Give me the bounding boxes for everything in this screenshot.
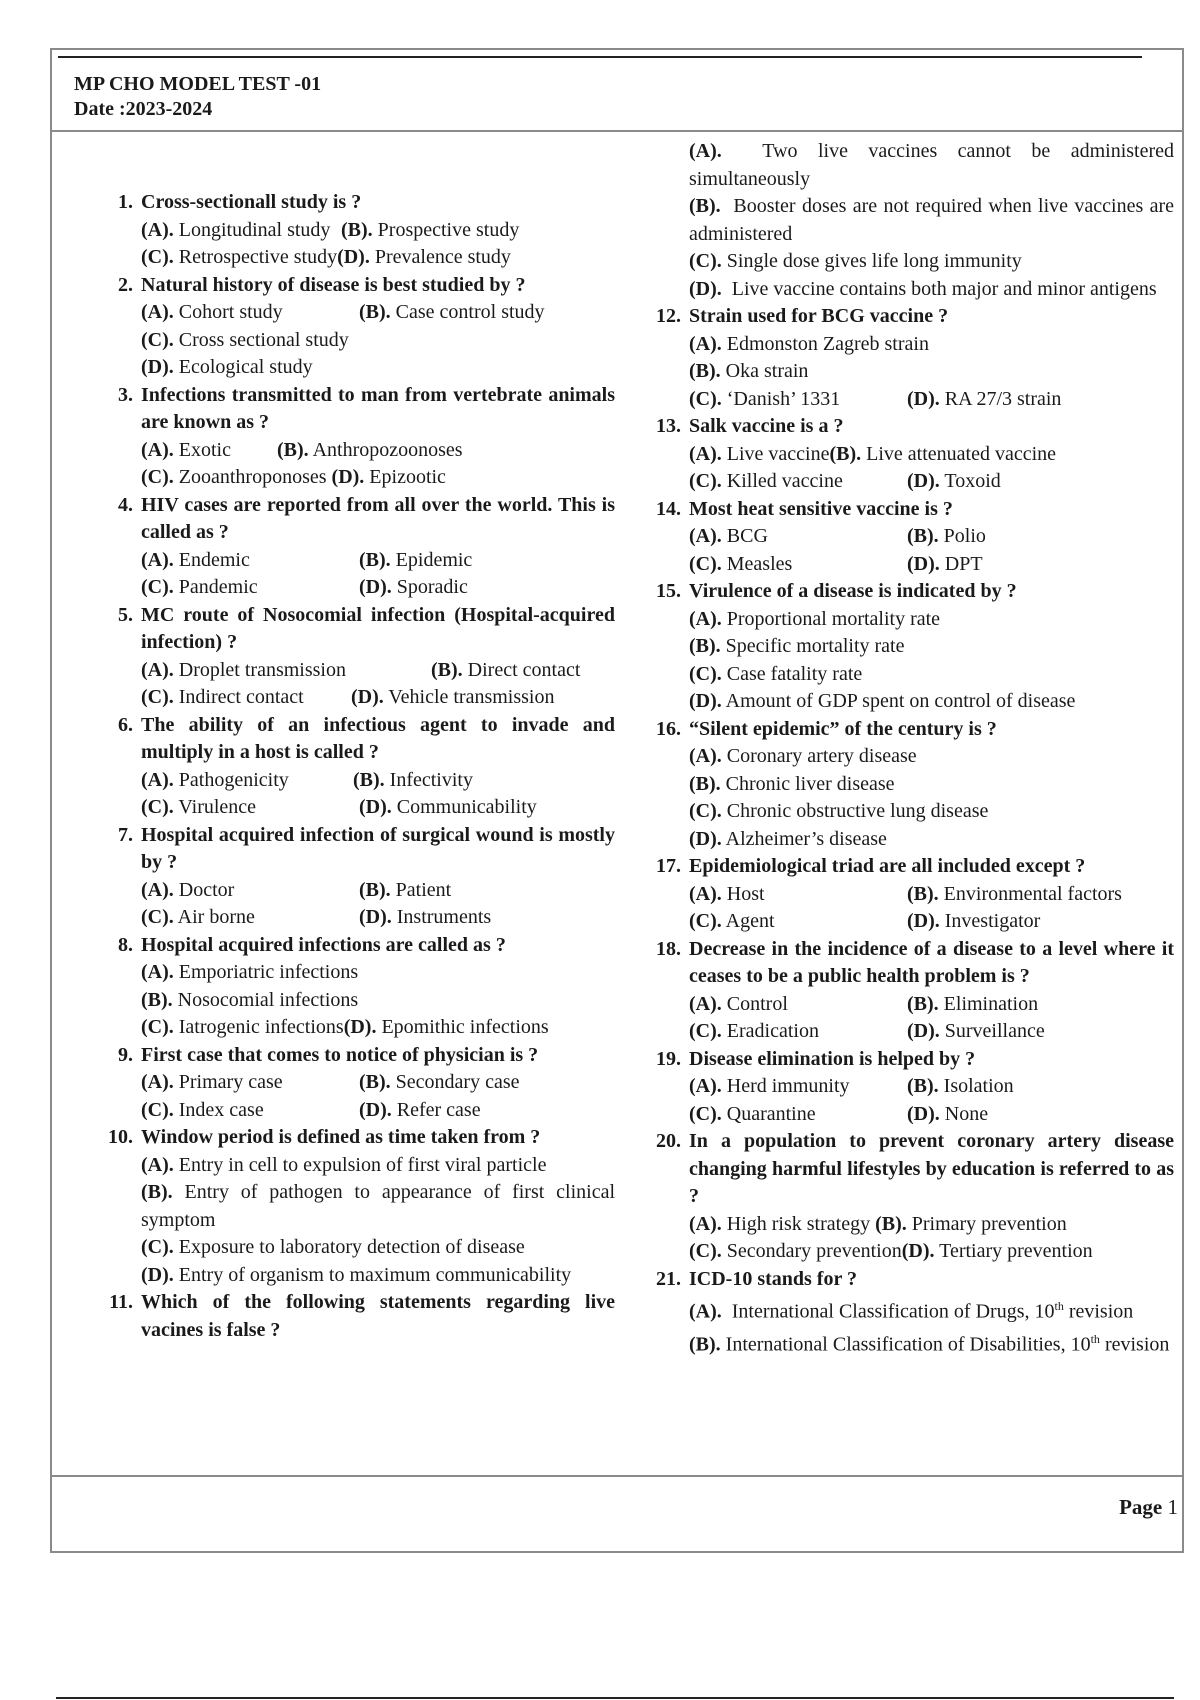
option-b	[689, 1326, 1174, 1359]
text-fragment: (D).	[359, 576, 392, 598]
option-c: Retrospective study	[178, 246, 338, 268]
page-number	[1119, 1495, 1178, 1520]
footer	[52, 1477, 1182, 1553]
question-21	[653, 1266, 1174, 1360]
question-18	[653, 936, 1174, 1046]
option-a: Entry in cell to expulsion of first viral particle	[178, 1153, 547, 1176]
text-fragment: (A).	[689, 525, 722, 547]
text-fragment: (D).	[689, 690, 722, 712]
question-number: 9.	[118, 1043, 133, 1066]
question-number: 12.	[656, 305, 681, 327]
question-text: Disease elimination is helped by ?	[689, 1047, 976, 1070]
option-d: DPT	[944, 552, 983, 575]
option-c: Pandemic	[178, 576, 258, 598]
option-b: Case control study	[395, 301, 545, 323]
text-fragment: (A).	[689, 1300, 722, 1323]
question-body	[52, 132, 1182, 1477]
text-fragment: (D).	[141, 1263, 174, 1286]
text-fragment: (B).	[907, 1075, 939, 1097]
question-15	[653, 578, 1174, 716]
text-fragment: (B).	[907, 882, 939, 905]
option-c: ‘Danish’ 1331	[726, 387, 841, 410]
option-b: Direct contact	[467, 658, 581, 681]
option-b: Patient	[395, 878, 452, 901]
question-number: 15.	[656, 580, 681, 602]
question-number: 19.	[656, 1047, 681, 1070]
question-8	[105, 932, 615, 1042]
option-d: Alzheimer’s disease	[725, 827, 887, 850]
option-d: Ecological study	[178, 356, 313, 378]
text-fragment: (C).	[141, 906, 174, 928]
option-b: Live attenuated vaccine	[866, 442, 1057, 465]
option-b: Secondary case	[395, 1071, 520, 1093]
option-b: Polio	[943, 525, 986, 547]
text-fragment: (A).	[689, 607, 722, 630]
option-c: Virulence	[178, 796, 257, 818]
option-a: Host	[726, 882, 765, 905]
option-b: Nosocomial infections	[177, 988, 359, 1011]
text-fragment: (A).	[689, 332, 722, 355]
question-20	[653, 1128, 1174, 1266]
question-number: 5.	[118, 603, 133, 626]
left-column	[105, 189, 615, 1344]
text-fragment: International Classification of Disabilities, 10	[725, 1333, 1091, 1356]
text-fragment: (A).	[141, 548, 174, 571]
option-a: Droplet transmission	[178, 658, 346, 681]
text-fragment: (B).	[277, 438, 309, 461]
option-a: Control	[726, 992, 788, 1015]
option-b: Elimination	[943, 992, 1039, 1015]
text-fragment: (C).	[689, 910, 722, 932]
text-fragment: (C).	[141, 1236, 174, 1258]
text-fragment: (D).	[359, 796, 392, 818]
option-c: Agent	[725, 910, 775, 932]
option-c: Index case	[178, 1098, 264, 1121]
text-fragment: (C).	[689, 1240, 722, 1262]
option-d: Live vaccine contains both major and minor antigens	[731, 277, 1157, 300]
option-a: Herd immunity	[726, 1075, 850, 1097]
option-b: Entry of pathogen to appearance of first clinical symptom	[141, 1181, 615, 1231]
text-fragment: International Classification of Drugs, 10	[731, 1300, 1055, 1323]
option-d: Prevalence study	[374, 246, 511, 268]
text-fragment: (C).	[689, 470, 722, 492]
question-text: HIV cases are reported from all over the world. This is called as ?	[141, 493, 615, 543]
option-c: Air borne	[177, 906, 255, 928]
question-text: Cross-sectionall study is ?	[141, 191, 362, 213]
option-c: Killed vaccine	[726, 470, 843, 492]
option-a: Cohort study	[178, 301, 283, 323]
option-a: Coronary artery disease	[726, 745, 917, 767]
text-fragment: (C).	[141, 1016, 174, 1038]
text-fragment: (D).	[689, 827, 722, 850]
text-fragment: (B).	[907, 525, 939, 547]
question-text: Salk vaccine is a ?	[689, 415, 844, 437]
option-d: Investigator	[944, 910, 1041, 932]
question-text: Window period is defined as time taken from ?	[141, 1126, 541, 1148]
text-fragment: (A).	[689, 442, 722, 465]
question-number: 16.	[656, 717, 681, 740]
text-fragment: (B).	[359, 878, 391, 901]
question-text: Natural history of disease is best studied by ?	[141, 273, 526, 296]
question-text: ICD-10 stands for ?	[689, 1267, 857, 1290]
text-fragment: (C).	[141, 796, 174, 818]
option-b: Oka strain	[725, 360, 809, 382]
option-d: Toxoid	[944, 470, 1001, 492]
text-fragment: (A).	[141, 658, 174, 681]
text-fragment: (A).	[689, 992, 722, 1015]
question-text: Epidemiological triad are all included except ?	[689, 855, 1086, 877]
text-fragment: (A).	[141, 768, 174, 791]
text-fragment: (D).	[689, 277, 722, 300]
text-fragment: (B).	[689, 195, 721, 217]
question-text: Which of the following statements regarding live vacines is false ?	[141, 1291, 615, 1341]
option-a: Primary case	[178, 1071, 283, 1093]
option-c: Quarantine	[726, 1102, 816, 1125]
question-number: 7.	[118, 823, 133, 846]
text-fragment: (B).	[341, 218, 373, 241]
text-fragment: (C).	[141, 466, 174, 488]
question-number: 4.	[118, 493, 133, 516]
question-text: “Silent epidemic” of the century is ?	[689, 717, 997, 740]
option-c: Zooanthroponoses	[178, 466, 327, 488]
text-fragment: (C).	[141, 328, 174, 351]
option-d: Entry of organism to maximum communicability	[178, 1263, 572, 1286]
option-a: Emporiatric infections	[178, 961, 359, 983]
question-text: Hospital acquired infection of surgical wound is mostly by ?	[141, 823, 615, 873]
option-a: Exotic	[178, 438, 231, 461]
text-fragment: (D).	[351, 686, 384, 708]
question-number: 20.	[656, 1130, 681, 1152]
text-fragment: (A).	[689, 140, 722, 162]
question-text: Infections transmitted to man from vertebrate animals are known as ?	[141, 383, 615, 433]
text-fragment: (C).	[141, 686, 174, 708]
test-date: Date :2023-2024	[74, 98, 213, 120]
question-11	[105, 1289, 615, 1344]
option-a	[689, 1293, 1174, 1326]
option-d: RA 27/3 strain	[944, 387, 1062, 410]
text-fragment: (B).	[359, 1071, 391, 1093]
text-fragment: (A).	[689, 882, 722, 905]
text-fragment: revision	[1063, 1300, 1134, 1323]
text-fragment: (A).	[141, 878, 174, 901]
option-c: Iatrogenic infections	[178, 1016, 344, 1038]
page-frame	[50, 48, 1184, 1553]
option-d: Epomithic infections	[381, 1016, 549, 1038]
question-text: Hospital acquired infections are called as ?	[141, 933, 506, 956]
option-d: Epizootic	[369, 466, 446, 488]
text-fragment: (D).	[141, 356, 174, 378]
option-b: Specific mortality rate	[725, 635, 905, 657]
option-c: Exposure to laboratory detection of disease	[178, 1236, 525, 1258]
text-fragment: (B).	[141, 1181, 173, 1203]
text-fragment: (C).	[141, 246, 174, 268]
question-5	[105, 602, 615, 712]
question-9	[105, 1042, 615, 1125]
option-d: Tertiary prevention	[939, 1240, 1093, 1262]
question-number: 3.	[118, 383, 133, 406]
text-fragment: 1	[1167, 1495, 1178, 1519]
text-fragment: (A).	[689, 1075, 722, 1097]
question-11-options	[653, 138, 1174, 303]
text-fragment: (B).	[689, 360, 721, 382]
option-d: Sporadic	[396, 576, 468, 598]
text-fragment: (C).	[141, 1098, 174, 1121]
question-4	[105, 492, 615, 602]
option-b: Booster doses are not required when live vaccines are administered	[689, 195, 1174, 245]
question-text: MC route of Nosocomial infection (Hospital-acquired infection) ?	[141, 603, 615, 653]
question-2	[105, 272, 615, 382]
question-7	[105, 822, 615, 932]
question-10	[105, 1124, 615, 1289]
question-14	[653, 496, 1174, 579]
option-a: Edmonston Zagreb strain	[726, 332, 929, 355]
option-c: Eradication	[726, 1020, 819, 1042]
text-fragment: (A).	[141, 961, 174, 983]
text-fragment: (D).	[343, 1016, 377, 1038]
option-d: Surveillance	[944, 1020, 1045, 1042]
option-d: Vehicle transmission	[388, 686, 555, 708]
text-fragment: (B).	[141, 988, 173, 1011]
question-number: 17.	[656, 855, 681, 877]
text-fragment: th	[1090, 1332, 1100, 1347]
text-fragment: (A).	[689, 1212, 722, 1235]
text-fragment: (C).	[689, 1102, 722, 1125]
text-fragment: (D).	[901, 1240, 935, 1262]
text-fragment: (B).	[689, 1333, 721, 1356]
option-c: Indirect contact	[178, 686, 304, 708]
option-b: Environmental factors	[943, 882, 1122, 905]
option-c: Measles	[726, 552, 793, 575]
text-fragment: (D).	[907, 470, 940, 492]
option-b: Anthropozoonoses	[312, 438, 463, 461]
question-number: 11.	[109, 1291, 133, 1313]
right-column	[653, 138, 1174, 1359]
option-c: Chronic obstructive lung disease	[726, 800, 989, 822]
question-13	[653, 413, 1174, 496]
option-a: High risk strategy	[726, 1212, 871, 1235]
option-a: Live vaccine	[726, 442, 830, 465]
question-text: The ability of an infectious agent to invade and multiply in a host is called ?	[141, 713, 615, 763]
text-fragment: (A).	[141, 438, 174, 461]
text-fragment: (C).	[689, 552, 722, 575]
test-title: MP CHO MODEL TEST -01	[74, 73, 322, 95]
option-a: Proportional mortality rate	[726, 607, 941, 630]
option-d: Amount of GDP spent on control of disease	[725, 690, 1076, 712]
text-fragment: (A).	[141, 1153, 174, 1176]
text-fragment: (A).	[141, 301, 174, 323]
text-fragment: (D).	[907, 387, 940, 410]
option-b: Epidemic	[395, 548, 473, 571]
question-text: Virulence of a disease is indicated by ?	[689, 580, 1017, 602]
question-number: 14.	[656, 497, 681, 520]
option-d: Communicability	[396, 796, 537, 818]
question-number: 1.	[118, 191, 133, 213]
text-fragment: (A).	[689, 745, 722, 767]
question-number: 18.	[656, 937, 681, 960]
header	[52, 50, 1182, 132]
text-fragment: (D).	[907, 910, 940, 932]
text-fragment: (C).	[689, 662, 722, 685]
question-16	[653, 716, 1174, 854]
text-fragment: (D).	[331, 466, 365, 488]
question-number: 10.	[108, 1126, 133, 1148]
question-text: Most heat sensitive vaccine is ?	[689, 497, 953, 520]
option-a: Longitudinal study	[178, 218, 331, 241]
option-b: Prospective study	[377, 218, 520, 241]
option-b: Infectivity	[389, 768, 473, 791]
text-fragment: (D).	[359, 1098, 392, 1121]
question-17	[653, 853, 1174, 936]
text-fragment: (D).	[907, 552, 940, 575]
text-fragment: (C).	[689, 250, 722, 272]
text-fragment: (D).	[907, 1020, 940, 1042]
question-number: 6.	[118, 713, 133, 736]
question-6	[105, 712, 615, 822]
question-3	[105, 382, 615, 492]
text-fragment: th	[1054, 1299, 1064, 1313]
option-d: Refer case	[396, 1098, 481, 1121]
option-d: None	[944, 1102, 989, 1125]
question-number: 13.	[656, 415, 681, 437]
question-1	[105, 189, 615, 272]
option-d: Instruments	[396, 906, 492, 928]
text-fragment: (D).	[359, 906, 392, 928]
option-c: Case fatality rate	[726, 662, 863, 685]
option-a: Pathogenicity	[178, 768, 289, 791]
text-fragment: (B).	[359, 301, 391, 323]
option-a: Endemic	[178, 548, 250, 571]
text-fragment: (B).	[689, 772, 721, 795]
option-c: Secondary prevention	[726, 1240, 902, 1262]
option-b: Isolation	[943, 1075, 1014, 1097]
text-fragment: revision	[1099, 1333, 1170, 1356]
text-fragment: Page	[1119, 1495, 1163, 1519]
option-b: Primary prevention	[911, 1212, 1067, 1235]
text-fragment: (C).	[689, 800, 722, 822]
question-number: 21.	[656, 1267, 681, 1290]
text-fragment: (B).	[689, 635, 721, 657]
option-a: Two live vaccines cannot be administered simultaneously	[689, 140, 1174, 190]
question-19	[653, 1046, 1174, 1129]
question-12	[653, 303, 1174, 413]
option-b: Chronic liver disease	[725, 772, 895, 795]
option-c: Single dose gives life long immunity	[726, 250, 1022, 272]
option-c: Cross sectional study	[178, 328, 349, 351]
text-fragment: (C).	[689, 1020, 722, 1042]
text-fragment: (A).	[141, 1071, 174, 1093]
option-a: BCG	[726, 525, 768, 547]
text-fragment: (D).	[337, 246, 370, 268]
text-fragment: (B).	[829, 442, 862, 465]
question-number: 2.	[118, 273, 133, 296]
text-fragment: (C).	[689, 387, 722, 410]
text-fragment: (B).	[353, 768, 385, 791]
text-fragment: (A).	[141, 218, 174, 241]
question-number: 8.	[118, 933, 133, 956]
option-a: Doctor	[178, 878, 235, 901]
text-fragment: (B).	[431, 658, 463, 681]
text-fragment: (D).	[907, 1102, 940, 1125]
question-text: Decrease in the incidence of a disease to a level where it ceases to be a public health problem is ?	[689, 937, 1174, 987]
question-text: In a population to prevent coronary artery disease changing harmful lifestyles by education is referred to as ?	[689, 1130, 1174, 1207]
text-fragment: (B).	[907, 992, 939, 1015]
text-fragment: (C).	[141, 576, 174, 598]
bottom-rule	[56, 1697, 1174, 1699]
text-fragment: (B).	[875, 1212, 907, 1235]
question-text: Strain used for BCG vaccine ?	[689, 305, 949, 327]
text-fragment: (B).	[359, 548, 391, 571]
question-text: First case that comes to notice of physician is ?	[141, 1043, 539, 1066]
